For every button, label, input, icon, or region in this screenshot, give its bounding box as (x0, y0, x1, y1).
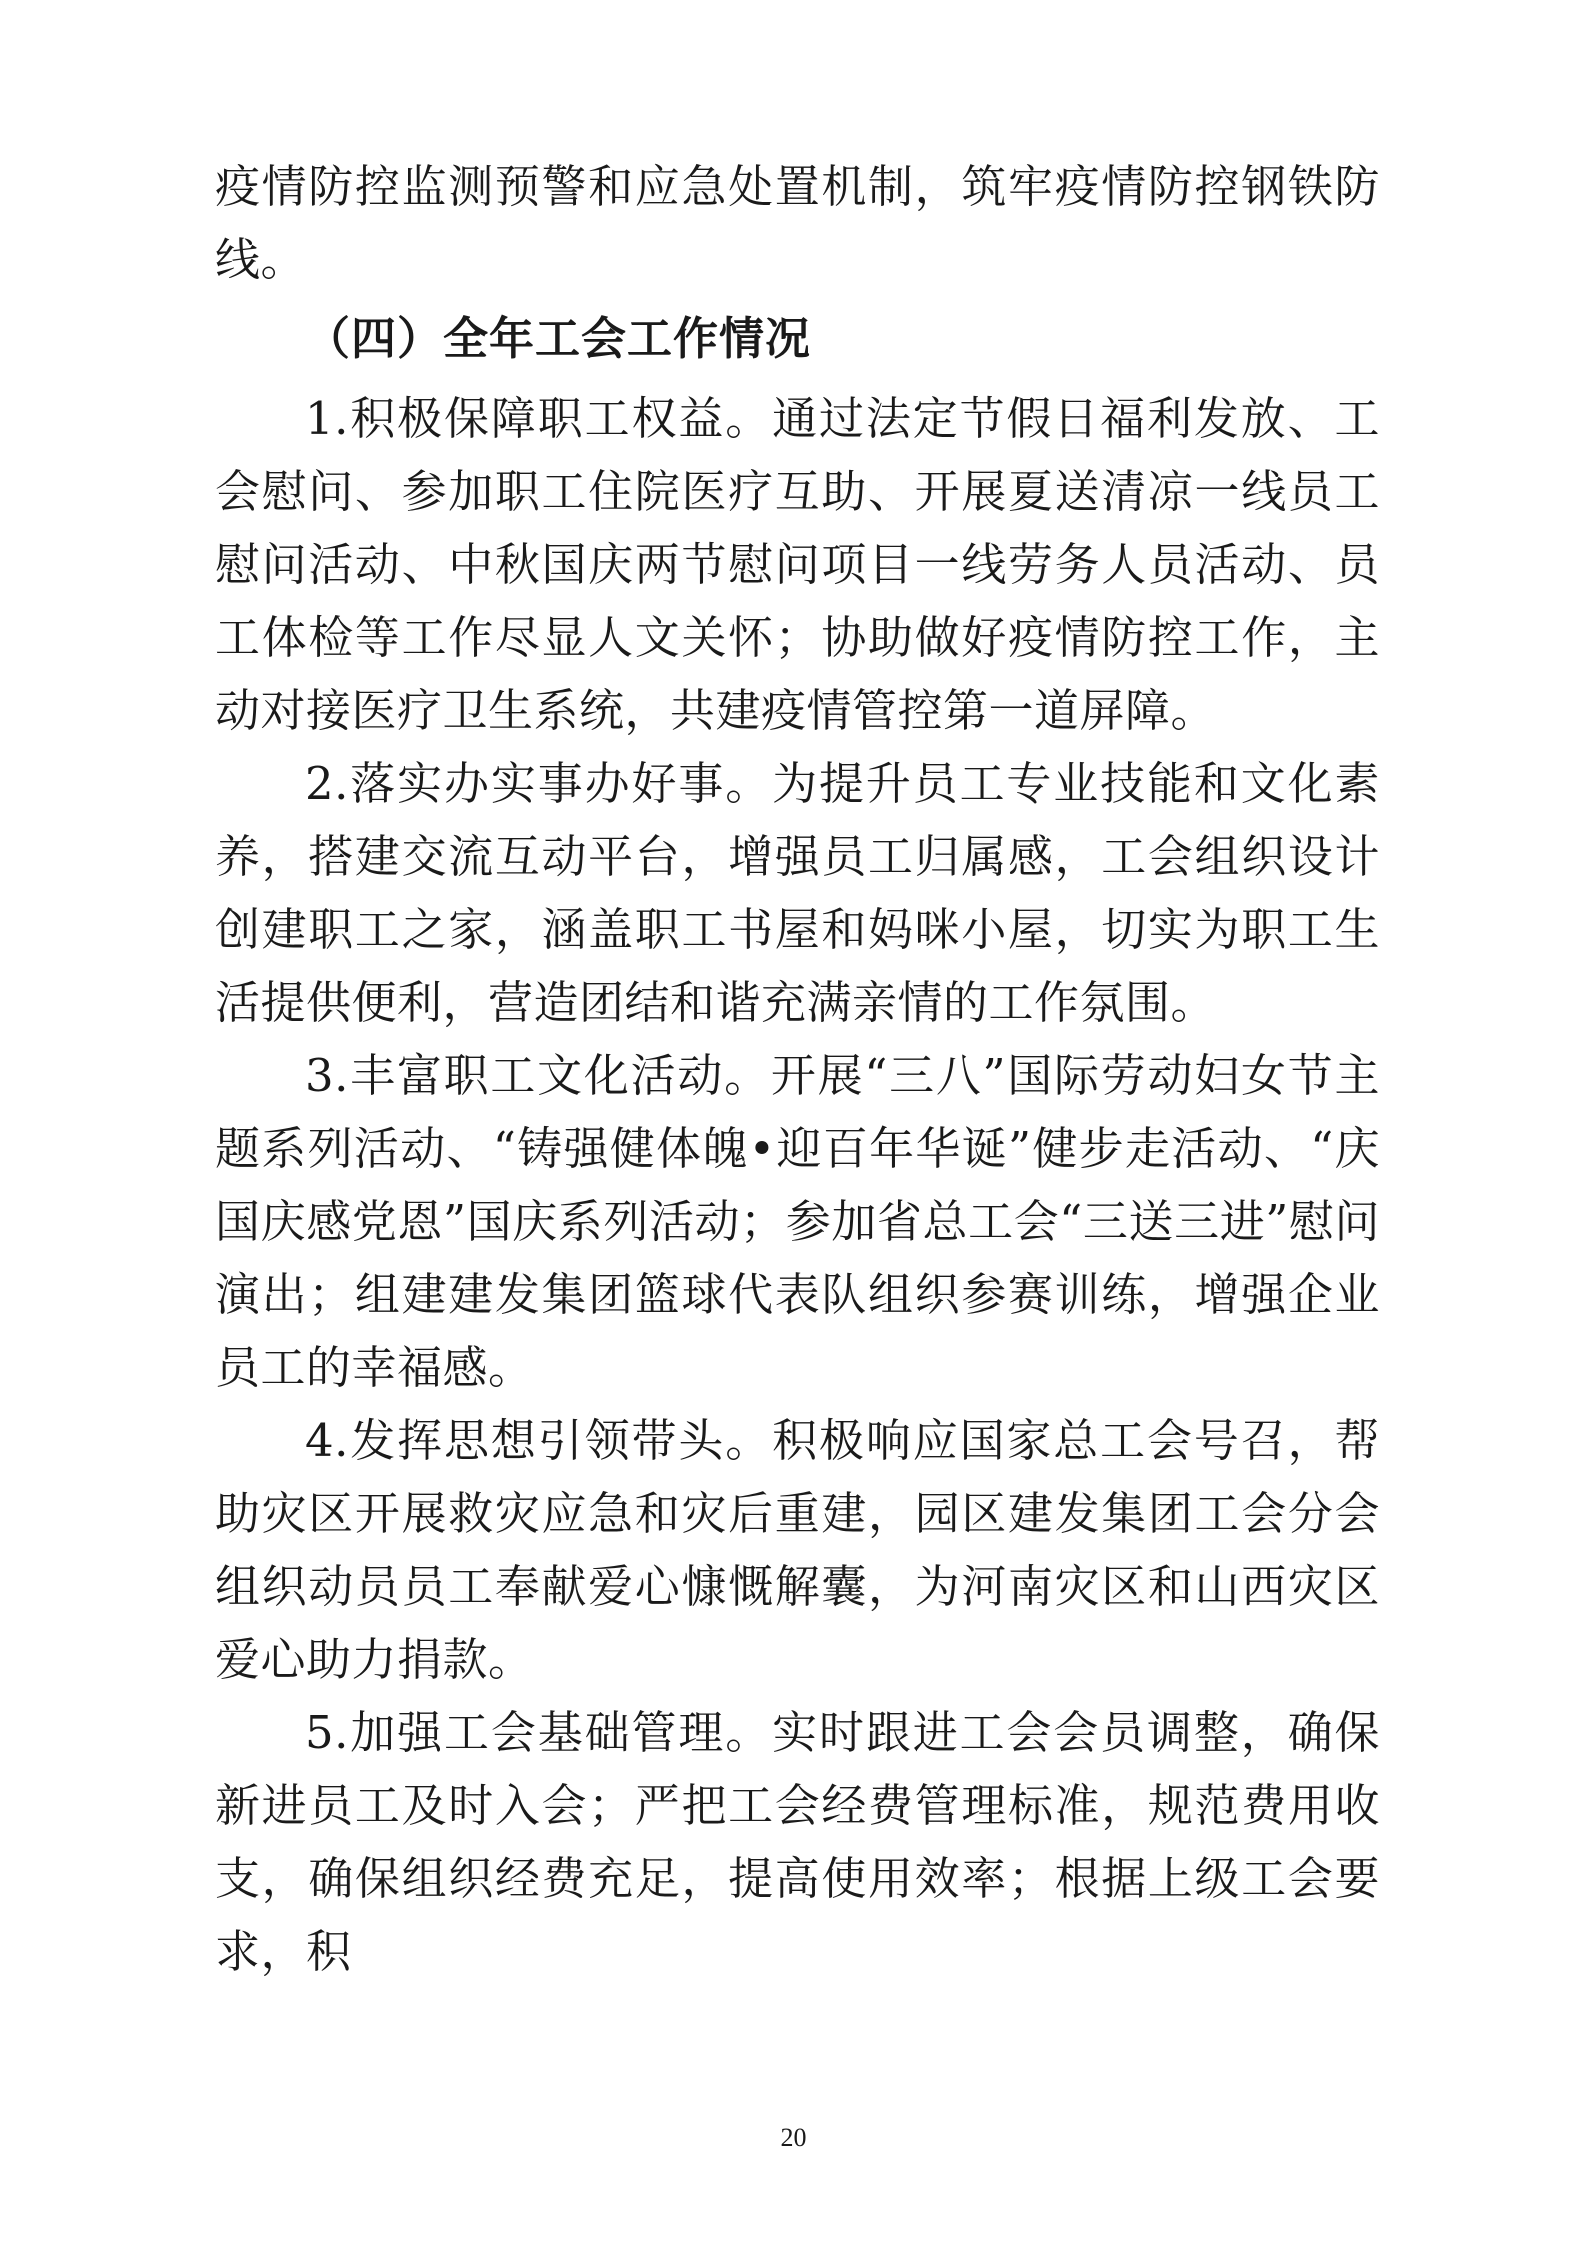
page-number: 20 (780, 2123, 807, 2152)
paragraph-continuation: 疫情防控监测预警和应急处置机制，筑牢疫情防控钢铁防线。 (215, 160, 1380, 286)
paragraph-item-2: 2.落实办实事办好事。为提升员工专业技能和文化素养，搭建交流互动平台，增强员工归属感，工会组织设计创建职工之家，涵盖职工书屋和妈咪小屋，切实为职工生活提供便利，营造团结和谐充满亲情的工作氛围。 (215, 757, 1380, 1029)
section-heading: （四）全年工会工作情况 (305, 312, 812, 365)
paragraph-item-5: 5.加强工会基础管理。实时跟进工会会员调整，确保新进员工及时入会；严把工会经费管理标准，规范费用收支，确保组织经费充足，提高使用效率；根据上级工会要求，积 (215, 1706, 1380, 1978)
paragraph-item-3: 3.丰富职工文化活动。开展“三八”国际劳动妇女节主题系列活动、“铸强健体魄•迎百年华诞”健步走活动、“庆国庆感党恩”国庆系列活动；参加省总工会“三送三进”慰问演出；组建建发集团篮球代表队组织参赛训练，增强企业员工的幸福感。 (215, 1049, 1380, 1394)
document-body (215, 150, 1380, 1988)
paragraph-item-4: 4.发挥思想引领带头。积极响应国家总工会号召，帮助灾区开展救灾应急和灾后重建，园区建发集团工会分会组织动员员工奉献爱心慷慨解囊，为河南灾区和山西灾区爱心助力捐款。 (215, 1414, 1380, 1686)
paragraph-item-1: 1.积极保障职工权益。通过法定节假日福利发放、工会慰问、参加职工住院医疗互助、开展夏送清凉一线员工慰问活动、中秋国庆两节慰问项目一线劳务人员活动、员工体检等工作尽显人文关怀；协助做好疫情防控工作，主动对接医疗卫生系统，共建疫情管控第一道屏障。 (215, 392, 1380, 737)
